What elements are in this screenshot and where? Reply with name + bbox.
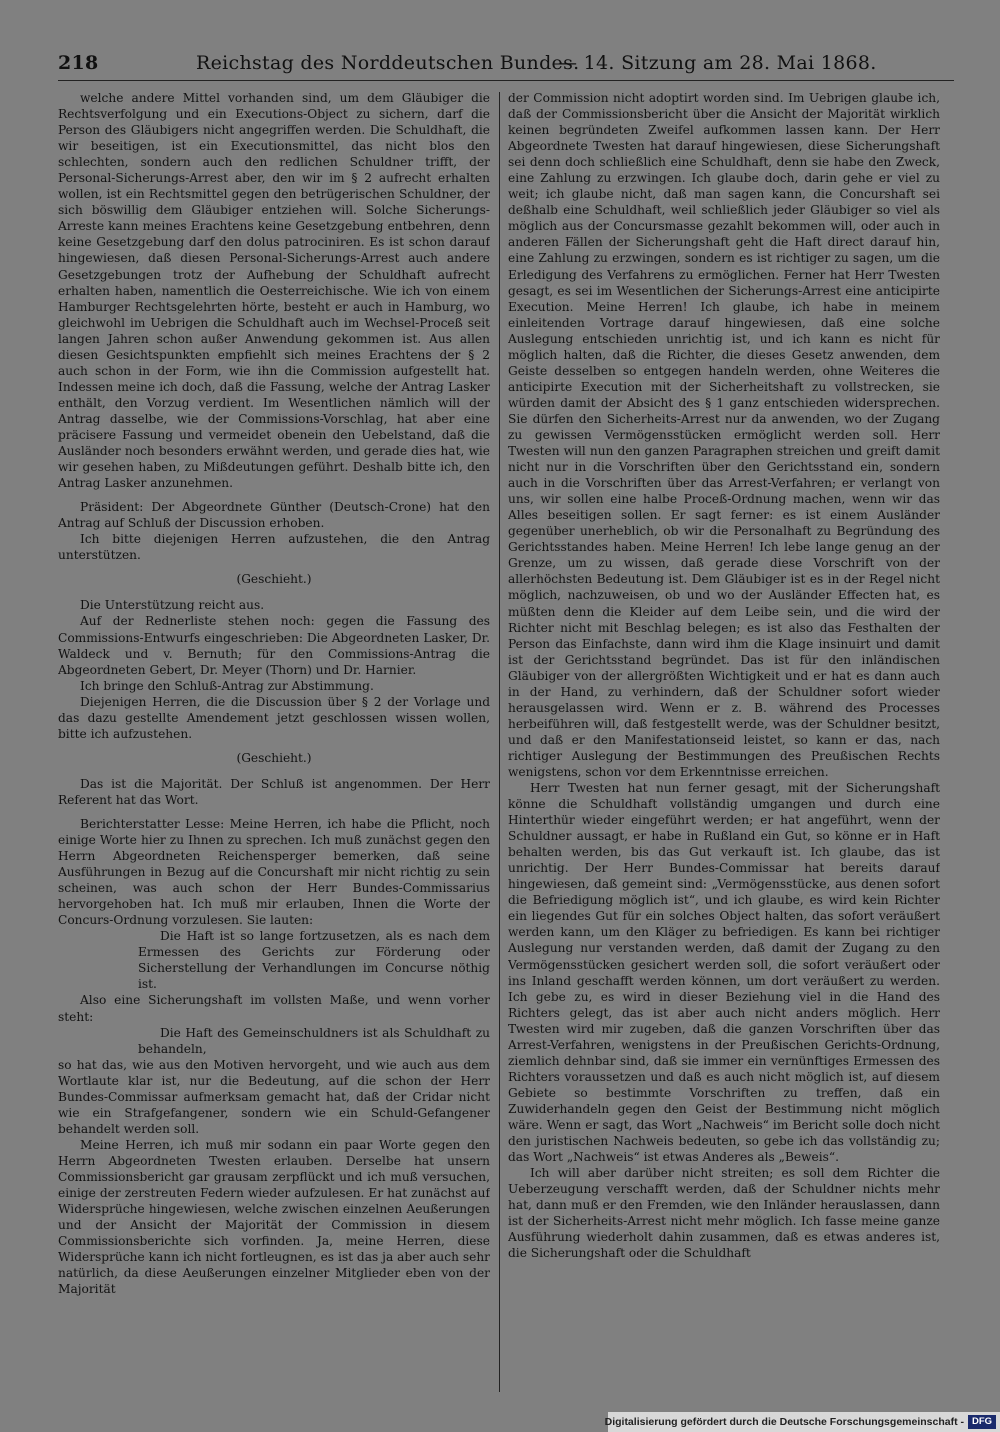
running-title: Reichstag des Norddeutschen Bundes. — [196, 52, 580, 74]
paragraph: welche andere Mittel vorhanden sind, um dem Gläubiger die Rechtsverfolgung und ein Executions-Object zu sichern, darf die Person des Gläubigers nicht angegriffen werden. Die Schuldhaft, die wir beseitigen, ist ein Executionsmittel, das nicht blos den schlechten, sondern auch den redlichen Schuldner trifft, der Personal-Sicherungs-Arrest aber, den wir im § 2 aufrecht erhalten wollen, ist ein Rechtsmittel gegen den betrügerischen Schuldner, der sich böswillig dem Gläubiger entziehen will. Solche Sicherungs-Arreste kann meines Erachtens keine Gesetzgebung entbehren, denn keine Gesetzgebung darf den dolus patrociniren. Es ist schon darauf hingewiesen, daß diesen Personal-Sicherungs-Arrest auch andere Gesetzgebungen trotz der Aufhebung der Schuldhaft aufrecht erhalten haben, namentlich die Oesterreichische. Wie ich von einem Hamburger Rechtsgelehrten hörte, besteht er auch in Hamburg, wo gleichwohl im Uebrigen die Schuldhaft auch im Wechsel-Proceß seit langen Jahren schon außer Anwendung gekommen ist. Aus allen diesen Gesichtspunkten empfiehlt sich meines Erachtens der § 2 auch schon in der Form, wie ihn die Commission aufgestellt hat. Indessen meine ich doch, daß die Fassung, welche der Antrag Lasker enthält, den Vorzug verdient. Im Wesentlichen nämlich will der Antrag dasselbe, wie der Commissions-Vorschlag, hat aber eine präcisere Fassung und vermeidet obenein den Uebelstand, daß die Ausländer noch besonders erwähnt werden, und gerade dies hat, wie wir gesehen haben, zu Mißdeutungen geführt. Deshalb bitte ich, den Antrag Lasker anzunehmen. — [58, 91, 490, 491]
page-number: 218 — [58, 52, 99, 74]
stage-direction: (Geschieht.) — [236, 750, 312, 765]
digitization-credit — [604, 1412, 1000, 1432]
paragraph-president: Präsident: Der Abgeordnete Günther (Deutsch-Crone) hat den Antrag auf Schluß der Discussion erhoben. — [58, 500, 490, 531]
page-header — [58, 52, 954, 78]
sitting-date: — 14. Sitzung am 28. Mai 1868. — [558, 52, 877, 74]
paragraph: Ich bringe den Schluß-Antrag zur Abstimmung. — [80, 678, 374, 693]
paragraph: Diejenigen Herren, die die Discussion über § 2 der Vorlage und das dazu gestellte Amendement jetzt geschlossen wissen wollen, bitte ich aufzustehen. — [58, 694, 490, 741]
paragraph: Die Unterstützung reicht aus. — [80, 598, 265, 613]
column-divider — [499, 92, 500, 1392]
paragraph: Meine Herren, ich muß mir sodann ein paar Worte gegen den Herrn Abgeordneten Twesten erlauben. Derselbe hat unsern Commissionsbericht gar grausam zerpflückt und ich muß versuchen, einige der zerstreuten Federn wieder aufzulesen. Er hat zunächst auf Widersprüche hingewiesen, welche zwischen einzelnen Aeußerungen und der Ansicht der Majorität der Commission in diesem Commissionsberichte sich vorfinden. Ja, meine Herren, diese Widersprüche kann ich nicht fortleugnen, es ist das ja aber auch sehr natürlich, da diese Aeußerungen einzelner Mitglieder eben von der Majorität — [58, 1137, 490, 1297]
paragraph: Herr Twesten hat nun ferner gesagt, mit der Sicherungshaft könne die Schuldhaft vollständig umgangen und durch eine Hinterthür wieder eingeführt werden; er hat angeführt, wenn der Schuldner aussagt, er habe in Rußland ein Gut, so könne er in Haft behalten werden, bis das Gut verkauft ist. Ich glaube, das ist unrichtig. Der Herr Bundes-Commissar hat bereits darauf hingewiesen, daß gemeint sind: „Vermögensstücke, aus denen sofort die Befriedigung möglich ist“, und ich glaube, es wird kein Richter ein liegendes Gut für ein solches Object halten, das sofort veräußert werden kann, um den Kläger zu befriedigen. Es kann bei richtiger Auslegung nur verstanden werden, daß damit der Zugang zu den Vermögensstücken gesichert werden soll, die sofort veräußert oder ins Inland geschafft werden können, um dort veräußert zu werden. Ich gebe zu, es wird in dieser Beziehung viel in die Hand des Richters gelegt, das ist aber auch nicht anders möglich. Herr Twesten wird mir zugeben, daß die ganzen Vorschriften über das Arrest-Verfahren, wenigstens in der Preußischen Gerichts-Ordnung, ziemlich dehnbar sind, daß sie immer ein vernünftiges Ermessen des Richters voraussetzen und daß es auch nicht möglich ist, auf diesem Gebiete so bestimmte Vorschriften zu treffen, daß ein Zuwiderhandeln gegen den Geist der Bestimmung nicht möglich wäre. Wenn er sagt, das Wort „Nachweis“ im Bericht solle doch nicht den juristischen Nachweis bedeuten, so gebe ich das vollständig zu; das Wort „Nachweis“ ist etwas Anderes als „Beweis“. — [508, 781, 940, 1165]
paragraph: Ich bitte diejenigen Herren aufzustehen, die den Antrag unterstützen. — [58, 532, 490, 563]
credit-text: Digitalisierung gefördert durch die Deutsche Forschungsgemeinschaft - — [604, 1416, 964, 1428]
paragraph: Auf der Rednerliste stehen noch: gegen die Fassung des Commissions-Entwurfs eingeschrieben: Die Abgeordneten Lasker, Dr. Waldeck und v. Bernuth; für den Commissions-Antrag die Abgeordneten Gebert, Dr. Meyer (Thorn) und Dr. Harnier. — [58, 614, 490, 677]
quotation: Die Haft des Gemeinschuldners ist als Schuldhaft zu behandeln, — [138, 1025, 490, 1056]
paragraph: so hat das, wie aus den Motiven hervorgeht, und wie auch aus dem Wortlaute klar ist, nur die Bedeutung, auf die schon der Herr Bundes-Commissar aufmerksam gemacht hat, daß der Cridar nicht wie ein Strafgefangener, sondern wie ein Schuld-Gefangener behandelt werden soll. — [58, 1057, 490, 1136]
dfg-logo: DFG — [968, 1415, 996, 1429]
stage-direction: (Geschieht.) — [236, 572, 312, 587]
header-rule — [58, 80, 954, 81]
paragraph: Also eine Sicherungshaft im vollsten Maße, und wenn vorher steht: — [58, 993, 490, 1024]
paragraph-rapporteur: Berichterstatter Lesse: Meine Herren, ich habe die Pflicht, noch einige Worte hier zu Ihnen zu sprechen. Ich muß zunächst gegen den Herrn Abgeordneten Reichensperger bemerken, daß seine Ausführungen in Bezug auf die Concurshaft mir nicht richtig zu sein scheinen, was auch schon der Herr Bundes-Commissarius hervorgehoben hat. Ich muß mir erlauben, Ihnen die Worte der Concurs-Ordnung vorzulesen. Sie lauten: — [58, 816, 490, 928]
paragraph: Ich will aber darüber nicht streiten; es soll dem Richter die Ueberzeugung verschafft werden, daß der Schuldner nichts mehr hat, dann muß er den Fremden, wie den Inländer herauslassen, dann ist der Sicherheits-Arrest nicht mehr möglich. Ich fasse meine ganze Ausführung wiederholt dahin zusammen, daß es etwas anderes ist, die Sicherungshaft oder die Schuldhaft — [508, 1166, 940, 1261]
left-column — [58, 90, 490, 1396]
paragraph: der Commission nicht adoptirt worden sind. Im Uebrigen glaube ich, daß der Commissionsbericht über die Ansicht der Majorität wirklich keinen begründeten Zweifel aufkommen lassen kann. Der Herr Abgeordnete Twesten hat darauf hingewiesen, diese Sicherungshaft sei denn doch schließlich eine Schuldhaft, denn sie habe den Zweck, eine Zahlung zu erzwingen. Ich glaube doch, darin gehe er viel zu weit; ich glaube nicht, daß man sagen kann, die Concurshaft sei deßhalb eine Schuldhaft, weil schließlich jeder Gläubiger so viel als möglich aus der Concursmasse gezahlt bekommen will, oder auch in anderen Fällen der Sicherungshaft geht die Haft direct darauf hin, eine Zahlung zu erzwingen, sondern es ist richtiger zu sagen, um die Erledigung des Verfahrens zu ermöglichen. Ferner hat Herr Twesten gesagt, es sei im Wesentlichen der Sicherungs-Arrest eine anticipirte Execution. Meine Herren! Ich glaube, ich habe in meinem einleitenden Vortrage darauf hingewiesen, daß eine solche Auslegung entschieden unrichtig ist, und ich kann es nicht für möglich halten, daß die Richter, die dieses Gesetz anwenden, dem Geiste desselben so entgegen handeln werden, ohne Weiteres die anticipirte Execution mit der Sicherheitshaft zu vollstrecken, sie würden damit der Absicht des § 1 ganz entschieden widersprechen. Sie dürfen den Sicherheits-Arrest nur da anwenden, wo der Zugang zu gewissen Vermögensstücken ermöglicht werden soll. Herr Twesten will nun den ganzen Paragraphen streichen und greift damit nicht nur in die Vorschriften über den Gerichtsstand ein, sondern auch in die Vorschriften über das Arrest-Verfahren; er verlangt von uns, wir sollen eine halbe Proceß-Ordnung machen, wenn wir das Alles beseitigen sollen. Er sagt ferner: es ist einem Ausländer gegenüber unerheblich, ob wir die Personalhaft zu Begründung des Gerichtsstandes haben. Meine Herren! Ich lebe lange genug an der Grenze, um zu wissen, daß gerade diese Vorschrift von der allerhöchsten Bedeutung ist. Dem Gläubiger ist es in der Regel nicht möglich, nachzuweisen, ob und wo der Ausländer Effecten hat, es müßten denn die Kleider auf dem Leibe sein, und die wird der Richter nicht mit Beschlag belegen; es ist also das Festhalten der Person das Einfachste, dann wird ihm die Klage insinuirt und damit ist der Gerichtsstand begründet. Das ist für den inländischen Gläubiger von der allergrößten Wichtigkeit und er hat es dann auch in der Hand, zu verhindern, daß der Schuldner sofort wieder herausgelassen wird. Wenn er z. B. während des Processes herbeiführen will, daß festgestellt werde, was der Schuldner besitzt, und daß er den Manifestationseid leistet, so kann er das, nach richtiger Auslegung der Bestimmungen des Preußischen Rechts wenigstens, schon vor dem Erkenntnisse erreichen. — [508, 91, 940, 779]
paragraph: Das ist die Majorität. Der Schluß ist angenommen. Der Herr Referent hat das Wort. — [58, 776, 490, 807]
right-column — [508, 90, 940, 1396]
quotation: Die Haft ist so lange fortzusetzen, als es nach dem Ermessen des Gerichts zur Förderung oder Sicherstellung der Verhandlungen im Concurse nöthig ist. — [138, 929, 490, 992]
